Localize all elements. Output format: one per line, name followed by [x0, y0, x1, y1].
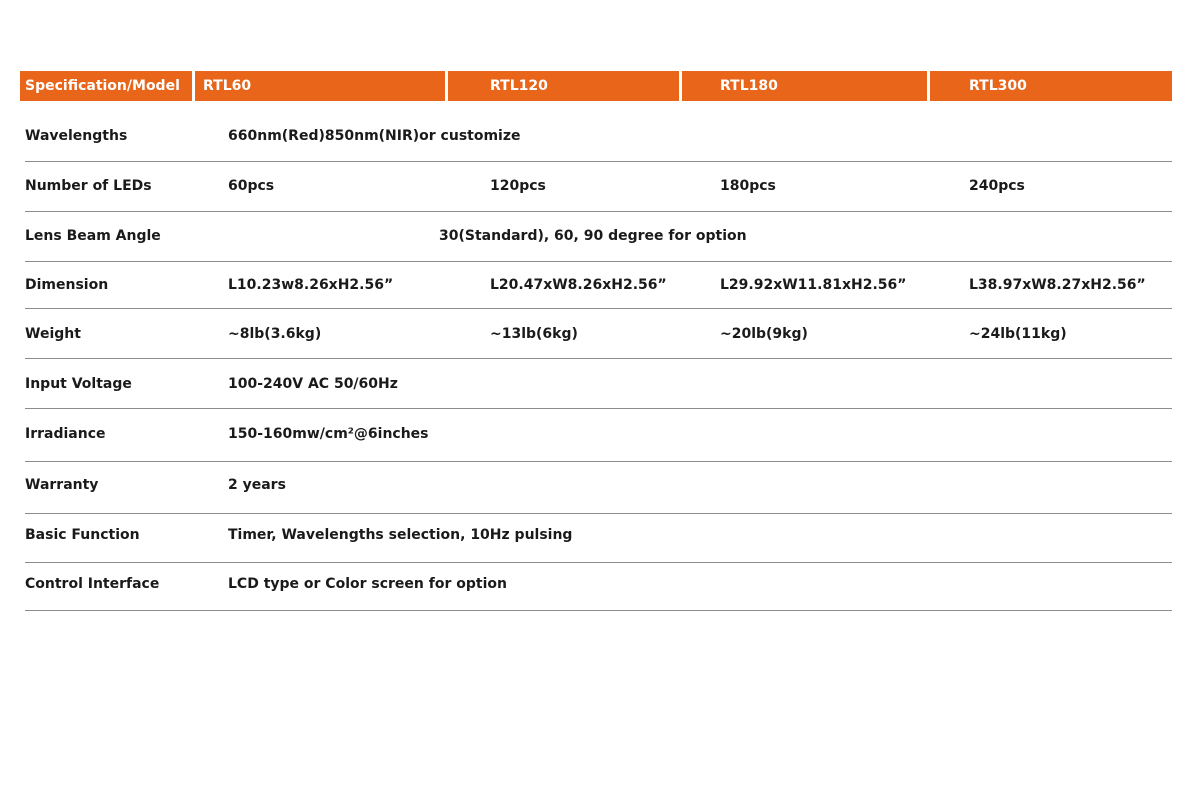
row-label: Wavelengths — [25, 128, 128, 144]
header-model-rtl300: RTL300 — [930, 71, 1172, 101]
row-value-span: 100-240V AC 50/60Hz — [228, 376, 398, 392]
row-value-span: 30(Standard), 60, 90 degree for option — [439, 228, 747, 244]
header-model-rtl120: RTL120 — [448, 71, 679, 101]
row-value-rtl180: L29.92xW11.81xH2.56” — [720, 277, 907, 293]
row-label: Basic Function — [25, 527, 140, 543]
row-label: Input Voltage — [25, 376, 132, 392]
row-value-rtl60: 60pcs — [228, 178, 275, 194]
spec-row-input-voltage — [25, 359, 1172, 409]
row-value-rtl300: 240pcs — [969, 178, 1025, 194]
row-label: Weight — [25, 326, 81, 342]
row-label: Warranty — [25, 477, 99, 493]
row-value-rtl300: L38.97xW8.27xH2.56” — [969, 277, 1146, 293]
row-value-rtl60: ~8lb(3.6kg) — [228, 326, 322, 342]
row-label: Control Interface — [25, 576, 160, 592]
spec-row-lens-beam-angle — [25, 212, 1172, 262]
row-label: Irradiance — [25, 426, 106, 442]
row-value-span: Timer, Wavelengths selection, 10Hz pulsing — [228, 527, 573, 543]
row-label: Dimension — [25, 277, 109, 293]
spec-table-header — [20, 71, 1172, 101]
row-value-rtl300: ~24lb(11kg) — [969, 326, 1067, 342]
spec-row-wavelengths — [25, 112, 1172, 162]
row-label: Lens Beam Angle — [25, 228, 161, 244]
row-value-rtl180: 180pcs — [720, 178, 776, 194]
row-value-span: LCD type or Color screen for option — [228, 576, 507, 592]
header-model-rtl60: RTL60 — [195, 71, 445, 101]
header-model-rtl180: RTL180 — [682, 71, 927, 101]
row-value-rtl180: ~20lb(9kg) — [720, 326, 808, 342]
spec-row-control-interface — [25, 563, 1172, 611]
spec-row-basic-function — [25, 514, 1172, 563]
spec-row-irradiance — [25, 409, 1172, 462]
row-value-rtl120: L20.47xW8.26xH2.56” — [490, 277, 667, 293]
spec-row-warranty — [25, 462, 1172, 514]
spec-row-dimension — [25, 262, 1172, 309]
spec-row-number-of-leds — [25, 162, 1172, 212]
row-value-span: 150-160mw/cm²@6inches — [228, 426, 429, 442]
row-value-rtl120: ~13lb(6kg) — [490, 326, 578, 342]
header-spec-model-label: Specification/Model — [20, 71, 192, 101]
row-value-span: 2 years — [228, 477, 286, 493]
row-value-span: 660nm(Red)850nm(NIR)or customize — [228, 128, 521, 144]
row-label: Number of LEDs — [25, 178, 152, 194]
row-value-rtl120: 120pcs — [490, 178, 546, 194]
row-value-rtl60: L10.23w8.26xH2.56” — [228, 277, 394, 293]
spec-row-weight — [25, 309, 1172, 359]
